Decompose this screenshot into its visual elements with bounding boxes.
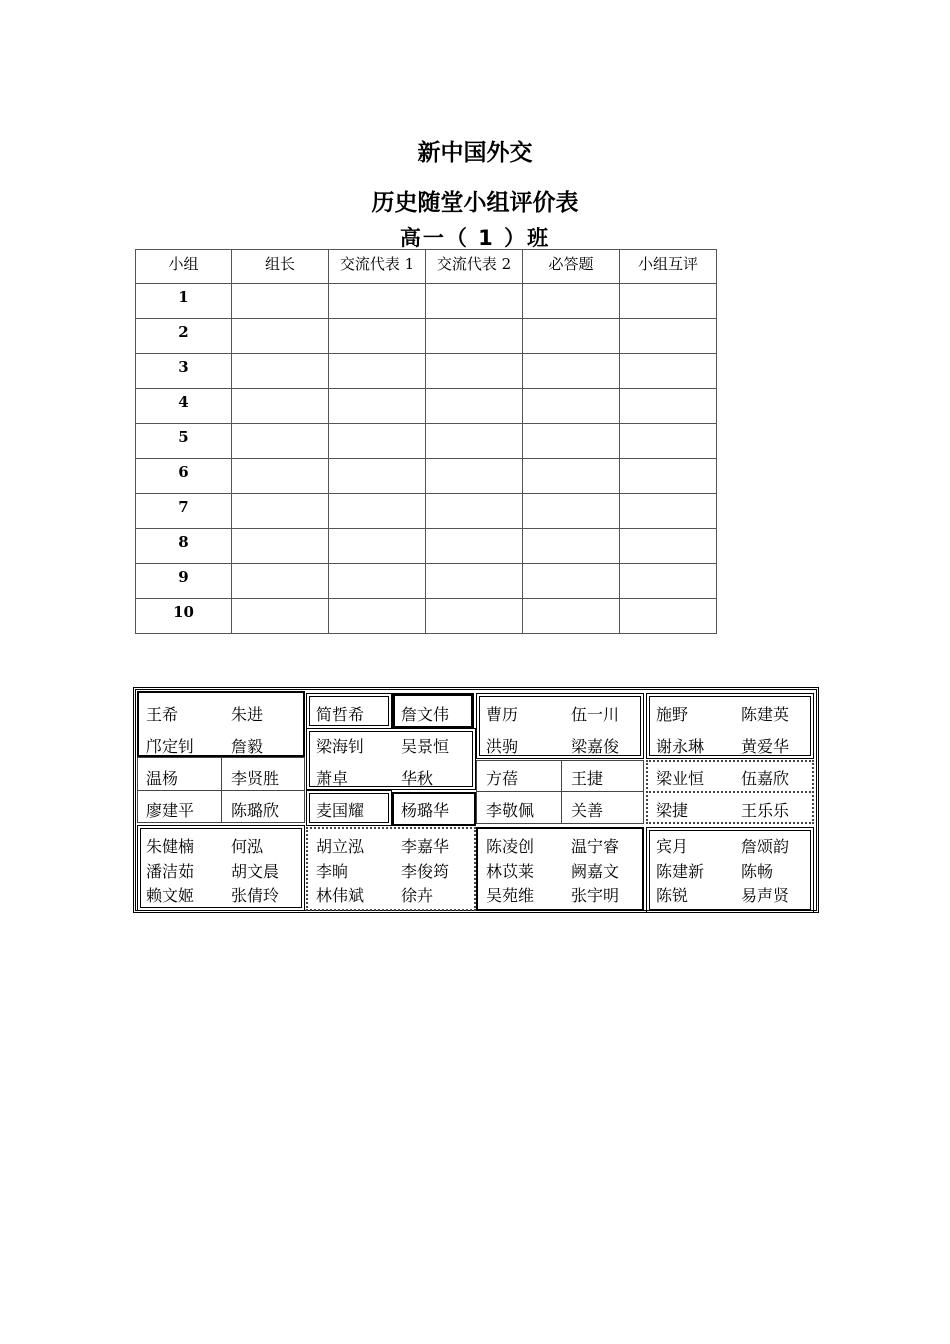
empty-cell — [620, 424, 717, 459]
empty-cell — [620, 564, 717, 599]
empty-cell — [620, 494, 717, 529]
student-name: 胡立泓 — [316, 837, 365, 856]
student-name: 华秋 — [401, 769, 434, 788]
class-label: 高一（ 1 ）班 — [399, 226, 551, 250]
empty-cell — [232, 354, 329, 389]
student-name: 梁业恒 — [656, 769, 705, 788]
table-row — [136, 459, 717, 494]
empty-cell — [620, 319, 717, 354]
student-name: 杨璐华 — [401, 801, 450, 820]
student-name: 张宇明 — [571, 886, 620, 905]
empty-cell — [426, 354, 523, 389]
student-name: 陈畅 — [741, 862, 774, 881]
student-name: 伍嘉欣 — [741, 769, 790, 788]
empty-cell — [620, 389, 717, 424]
student-name: 萧卓 — [316, 769, 349, 788]
empty-cell — [523, 459, 620, 494]
student-name: 洪驹 — [486, 737, 519, 756]
empty-cell — [232, 494, 329, 529]
group-number: 5 — [136, 424, 232, 459]
student-name: 陈璐欣 — [231, 801, 280, 820]
empty-cell — [426, 459, 523, 494]
empty-cell — [232, 424, 329, 459]
empty-cell — [620, 354, 717, 389]
student-name: 李嘉华 — [401, 837, 450, 856]
student-name: 简哲希 — [316, 705, 365, 724]
group-number: 2 — [136, 319, 232, 354]
column-header: 必答题 — [523, 250, 620, 284]
group-number: 8 — [136, 529, 232, 564]
empty-cell — [329, 354, 426, 389]
column-header: 组长 — [232, 250, 329, 284]
student-name: 谢永琳 — [656, 737, 705, 756]
cell-divider — [561, 760, 562, 824]
empty-cell — [523, 424, 620, 459]
student-name: 易声贤 — [741, 886, 790, 905]
student-name: 施野 — [656, 705, 689, 724]
student-name: 曹历 — [486, 705, 519, 724]
empty-cell — [329, 319, 426, 354]
document-title: 新中国外交 — [417, 140, 533, 166]
empty-cell — [620, 529, 717, 564]
empty-cell — [232, 284, 329, 319]
empty-cell — [232, 529, 329, 564]
table-row — [136, 284, 717, 319]
cell-divider — [137, 790, 305, 791]
empty-cell — [620, 284, 717, 319]
student-name: 王乐乐 — [741, 801, 790, 820]
table-row — [136, 354, 717, 389]
group-number: 6 — [136, 459, 232, 494]
empty-cell — [329, 284, 426, 319]
student-name: 吴景恒 — [401, 737, 450, 756]
student-name: 林伟斌 — [316, 886, 365, 905]
empty-cell — [426, 319, 523, 354]
group-number: 10 — [136, 599, 232, 634]
empty-cell — [232, 459, 329, 494]
empty-cell — [426, 564, 523, 599]
student-name: 张倩玲 — [231, 886, 280, 905]
student-name: 温宁睿 — [571, 837, 620, 856]
empty-cell — [426, 494, 523, 529]
group-number: 4 — [136, 389, 232, 424]
empty-cell — [232, 564, 329, 599]
group-number: 3 — [136, 354, 232, 389]
empty-cell — [329, 494, 426, 529]
student-name: 温杨 — [146, 769, 179, 788]
empty-cell — [426, 529, 523, 564]
student-name: 潘洁茹 — [146, 862, 195, 881]
empty-cell — [620, 459, 717, 494]
empty-cell — [523, 599, 620, 634]
table-row — [136, 529, 717, 564]
table-row — [136, 319, 717, 354]
student-name: 王希 — [146, 705, 179, 724]
student-name: 赖文姬 — [146, 886, 195, 905]
group-number: 1 — [136, 284, 232, 319]
student-name: 何泓 — [231, 837, 264, 856]
table-row — [136, 599, 717, 634]
empty-cell — [232, 319, 329, 354]
cell-divider — [646, 791, 814, 793]
empty-cell — [523, 284, 620, 319]
column-header: 小组 — [136, 250, 232, 284]
student-name: 伍一川 — [571, 705, 620, 724]
student-name: 方蓓 — [486, 769, 519, 788]
student-name: 朱健楠 — [146, 837, 195, 856]
empty-cell — [426, 424, 523, 459]
student-name: 林苡莱 — [486, 862, 535, 881]
student-name: 陈锐 — [656, 886, 689, 905]
student-name: 徐卉 — [401, 886, 434, 905]
student-name: 李俊筠 — [401, 862, 450, 881]
student-name: 梁嘉俊 — [571, 737, 620, 756]
student-name: 詹颂韵 — [741, 837, 790, 856]
student-name: 廖建平 — [146, 801, 195, 820]
empty-cell — [329, 424, 426, 459]
empty-cell — [523, 494, 620, 529]
empty-cell — [329, 389, 426, 424]
student-name: 陈建英 — [741, 705, 790, 724]
empty-cell — [426, 284, 523, 319]
student-name: 李敬佩 — [486, 801, 535, 820]
student-name: 陈建新 — [656, 862, 705, 881]
student-name: 阙嘉文 — [571, 862, 620, 881]
evaluation-table — [135, 249, 717, 634]
empty-cell — [523, 564, 620, 599]
empty-cell — [523, 529, 620, 564]
student-name: 麦国耀 — [316, 801, 365, 820]
student-name: 李贤胜 — [231, 769, 280, 788]
student-name: 关善 — [571, 801, 604, 820]
group-number: 7 — [136, 494, 232, 529]
student-name: 吴苑维 — [486, 886, 535, 905]
student-name: 梁捷 — [656, 801, 689, 820]
empty-cell — [620, 599, 717, 634]
empty-cell — [232, 389, 329, 424]
empty-cell — [426, 599, 523, 634]
column-header: 小组互评 — [620, 250, 717, 284]
empty-cell — [329, 459, 426, 494]
student-name: 黄爱华 — [741, 737, 790, 756]
empty-cell — [329, 564, 426, 599]
student-name: 王捷 — [571, 769, 604, 788]
empty-cell — [329, 599, 426, 634]
table-row — [136, 389, 717, 424]
student-name: 朱进 — [231, 705, 264, 724]
empty-cell — [523, 319, 620, 354]
student-name: 邝定钊 — [146, 737, 195, 756]
student-name: 李晌 — [316, 862, 349, 881]
empty-cell — [523, 389, 620, 424]
column-header: 交流代表 1 — [329, 250, 426, 284]
seating-chart — [133, 687, 819, 913]
table-row — [136, 494, 717, 529]
table-header-row — [136, 250, 717, 284]
student-name: 陈凌创 — [486, 837, 535, 856]
empty-cell — [523, 354, 620, 389]
column-header: 交流代表 2 — [426, 250, 523, 284]
student-name: 詹毅 — [231, 737, 264, 756]
group-number: 9 — [136, 564, 232, 599]
student-name: 胡文晨 — [231, 862, 280, 881]
document-subtitle: 历史随堂小组评价表 — [371, 190, 579, 216]
student-name: 宾月 — [656, 837, 689, 856]
cell-divider — [476, 791, 644, 792]
empty-cell — [426, 389, 523, 424]
student-name: 詹文伟 — [401, 705, 450, 724]
table-row — [136, 564, 717, 599]
table-row — [136, 424, 717, 459]
empty-cell — [232, 599, 329, 634]
empty-cell — [329, 529, 426, 564]
student-name: 梁海钊 — [316, 737, 365, 756]
